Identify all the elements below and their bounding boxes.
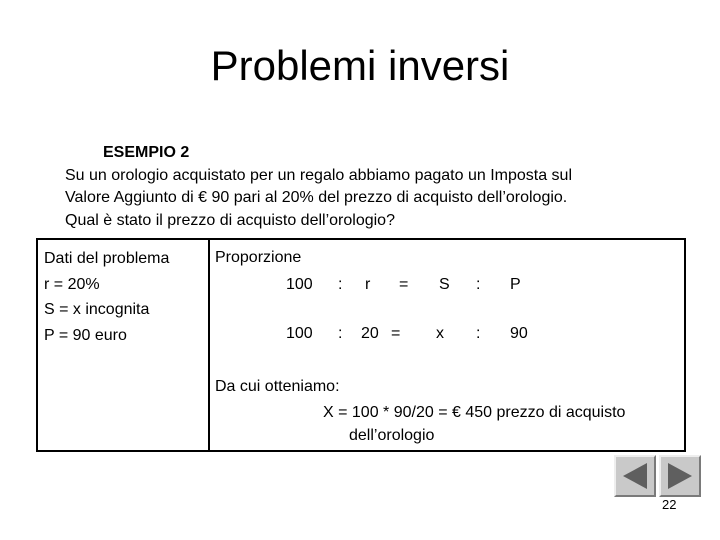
proportion-term: P [510,276,521,293]
proportion-term: 100 [286,325,313,342]
proportion-operator: : [338,276,343,293]
proportion-operator: : [476,325,481,342]
column-divider [208,240,210,450]
problem-data-item: r = 20% [44,275,100,293]
example-line: Qual è stato il prezzo di acquisto dell’orologio? [65,211,395,229]
problem-data [44,246,169,348]
proportion-label: Proporzione [215,249,302,266]
proportion-term: 20 [361,325,379,342]
proportion-operator: = [391,325,401,342]
problem-data-heading: Dati del problema [44,250,170,267]
proportion-operator: : [338,325,343,342]
page-number: 22 [662,497,677,512]
previous-slide-button[interactable] [614,455,656,497]
example-heading: ESEMPIO 2 [103,144,190,161]
next-slide-button[interactable] [659,455,701,497]
solution-box [36,238,686,452]
example-text [65,142,685,232]
problem-data-item: P = 90 euro [44,326,127,344]
result-formula: X = 100 * 90/20 = € 450 prezzo di acquisto [323,404,626,421]
proportion-term: r [365,276,371,293]
example-line: Su un orologio acquistato per un regalo abbiamo pagato un Imposta sul [65,166,573,184]
problem-data-item: S = x incognita [44,301,150,318]
proportion-term: x [436,325,444,342]
result-continuation: dell’orologio [349,427,435,444]
example-line: Valore Aggiunto di € 90 pari al 20% del prezzo di acquisto dell’orologio. [65,189,568,206]
proportion-term: S [439,276,450,293]
proportion-term: 90 [510,325,528,342]
proportion-operator: = [399,276,409,293]
result-intro: Da cui otteniamo: [215,378,340,395]
proportion-operator: : [476,276,481,293]
proportion-term: 100 [286,276,313,293]
triangle-right-icon [665,461,695,491]
slide-title: Problemi inversi [210,42,510,89]
triangle-left-icon [620,461,650,491]
